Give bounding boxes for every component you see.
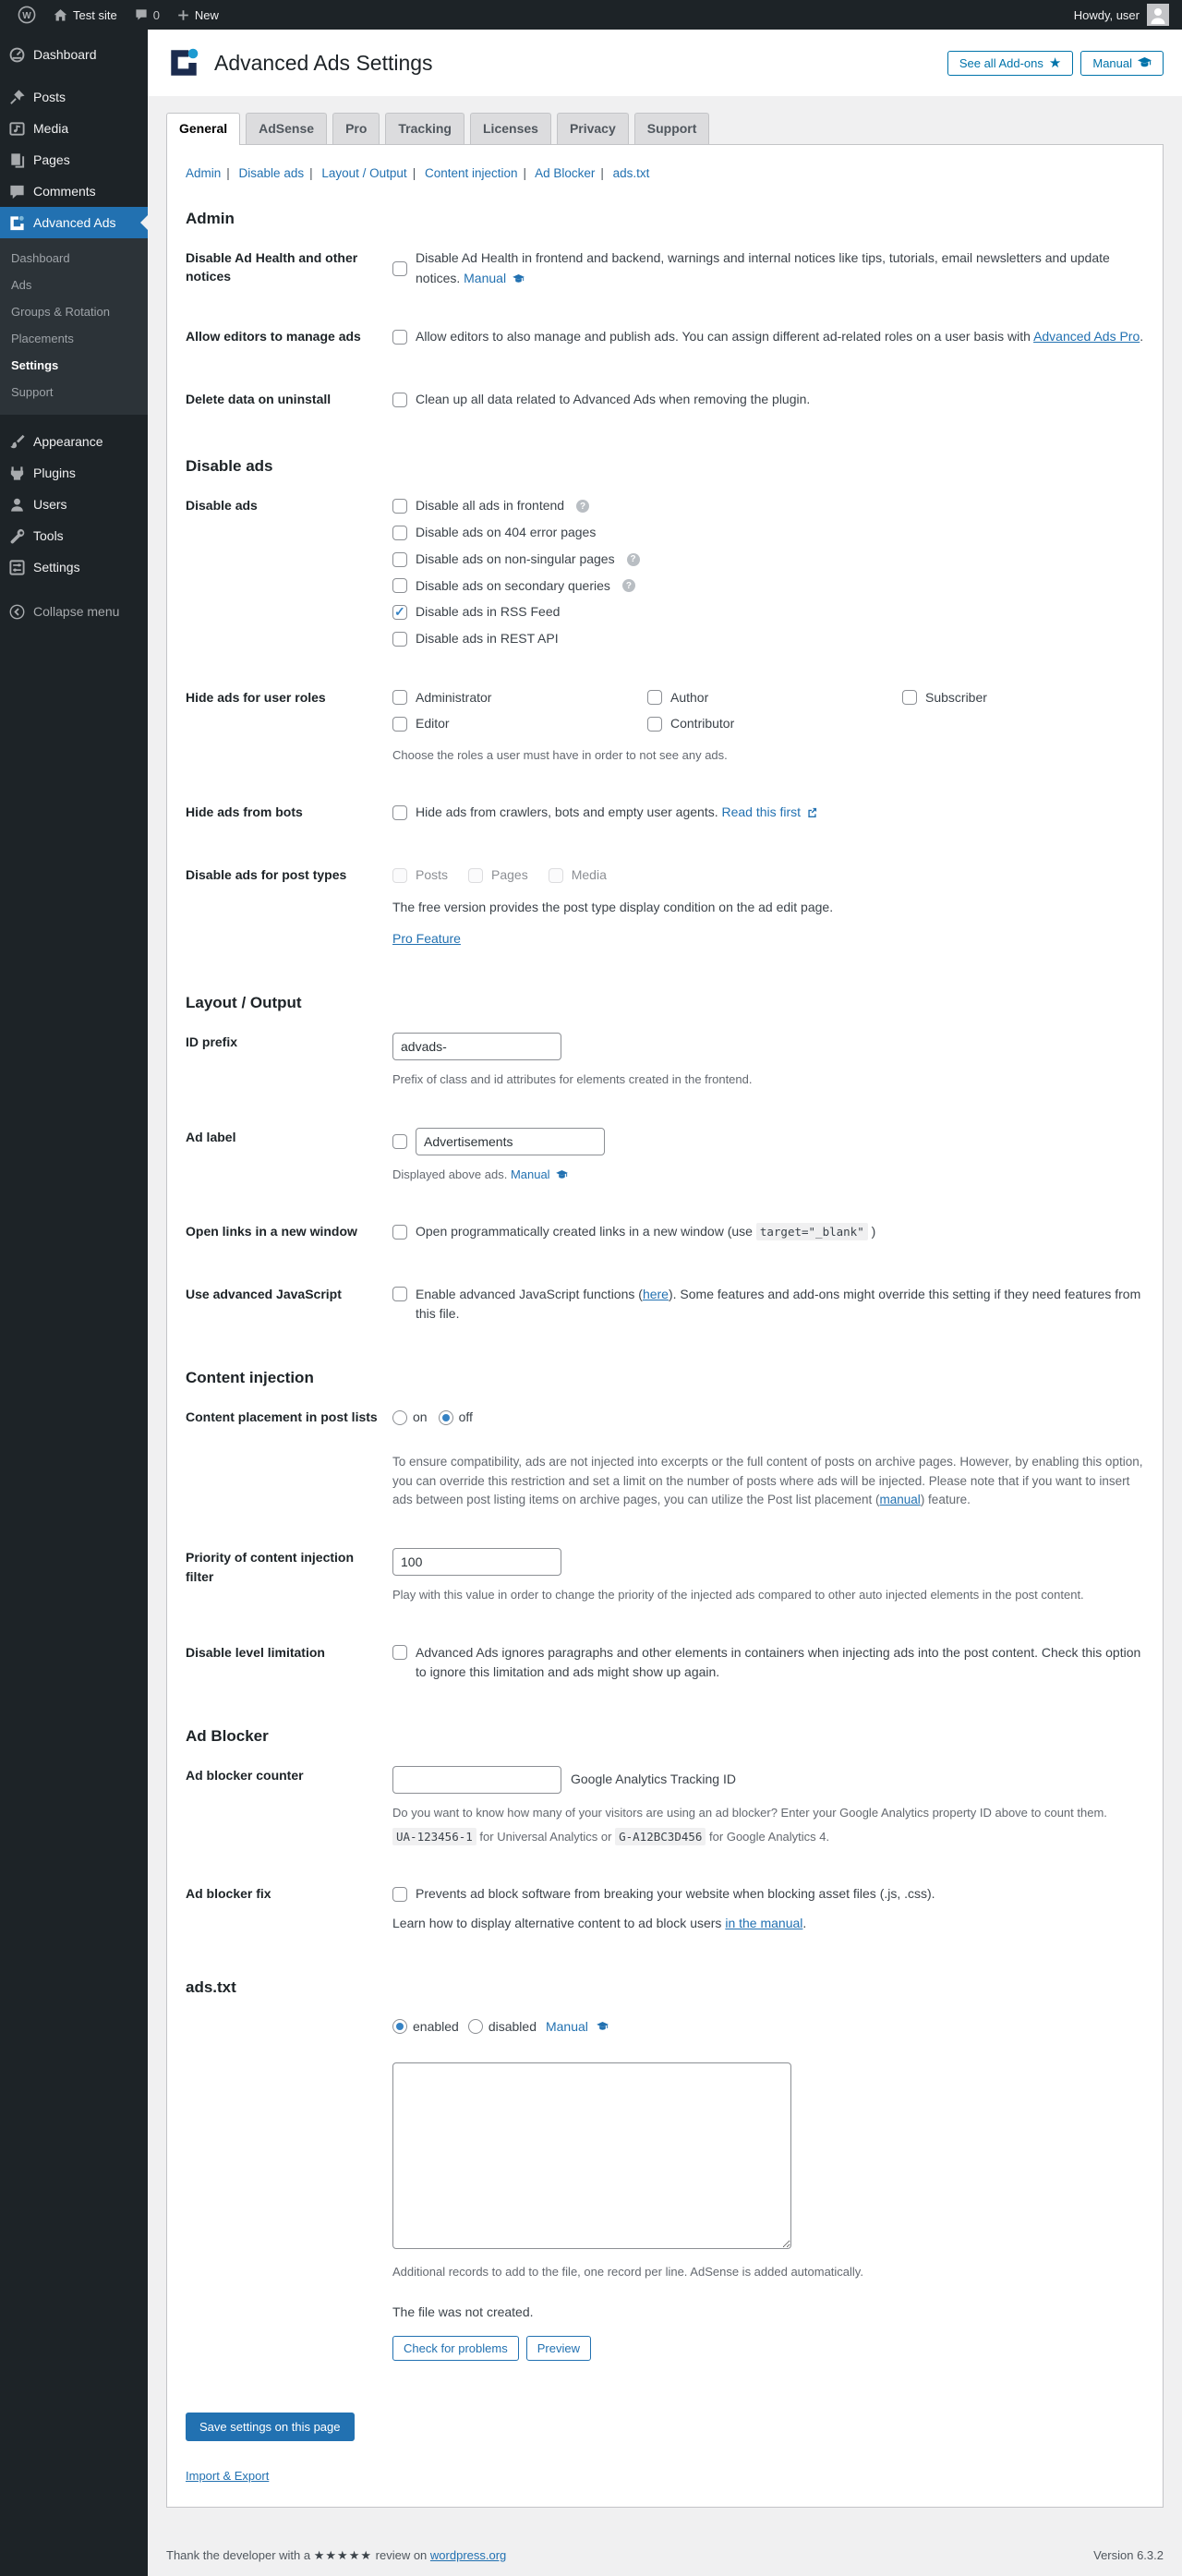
row-label: Disable ads for post types: [186, 866, 347, 882]
ga4-code-example: G-A12BC3D456: [615, 1828, 706, 1845]
tab-general[interactable]: General: [166, 113, 240, 145]
preview-button[interactable]: Preview: [526, 2336, 591, 2361]
section-heading-layout: Layout / Output: [186, 994, 302, 1012]
media-icon: [7, 119, 26, 138]
disable-all-ads-checkbox[interactable]: [392, 499, 407, 514]
submenu-item-support[interactable]: Support: [11, 385, 54, 399]
row-ad-blocker-fix: [186, 1866, 1144, 1953]
sidebar-item-appearance[interactable]: [0, 426, 148, 457]
help-icon[interactable]: ?: [576, 500, 589, 513]
placement-on-radio[interactable]: [392, 1410, 407, 1425]
advanced-ads-pro-link[interactable]: Advanced Ads Pro: [1033, 329, 1140, 345]
row-ad-label: [186, 1109, 1144, 1204]
ad-label-input[interactable]: [416, 1128, 605, 1155]
placement-off-label: off: [458, 1409, 473, 1424]
uninstall-text: Clean up all data related to Advanced Ads when removing the plugin.: [416, 391, 811, 406]
disable-rest-api-checkbox[interactable]: [392, 632, 407, 647]
option-label: Disable all ads in frontend: [416, 498, 565, 514]
ads-txt-enabled-radio[interactable]: [392, 2019, 407, 2034]
sidebar-label-media: Media: [33, 121, 69, 136]
post-type-label: Media: [571, 866, 607, 882]
role-administrator-checkbox[interactable]: [392, 690, 407, 705]
tab-adsense[interactable]: AdSense: [246, 113, 327, 144]
page-header: [148, 30, 1182, 96]
plus-icon: [176, 8, 190, 22]
advanced-js-checkbox[interactable]: [392, 1287, 407, 1301]
manual-button-label: Manual: [1092, 55, 1132, 70]
editors-after: .: [1140, 329, 1144, 345]
help-icon[interactable]: ?: [627, 553, 640, 566]
sidebar-item-pages[interactable]: [0, 144, 148, 175]
sidebar-label-pages: Pages: [33, 152, 70, 167]
sidebar-label-plugins: Plugins: [33, 466, 76, 480]
row-disable-ad-health: [186, 230, 1144, 308]
row-hide-ads-from-bots: [186, 784, 1144, 847]
post-type-label: Pages: [491, 866, 528, 882]
section-heading-ad-blocker: Ad Blocker: [186, 1727, 269, 1746]
separator: |: [309, 166, 313, 180]
disable-rss-checkbox[interactable]: [392, 605, 407, 620]
allow-editors-checkbox[interactable]: [392, 330, 407, 345]
row-label: Disable ads: [186, 498, 258, 514]
ads-txt-manual-link[interactable]: Manual: [545, 2018, 588, 2034]
settings-panel: [166, 144, 1164, 2508]
row-label: [186, 2017, 392, 2041]
menu-separator: [0, 415, 148, 426]
settings-tabs: [166, 113, 1182, 144]
role-label: Author: [670, 689, 709, 705]
row-label: Content placement in post lists: [186, 1409, 378, 1424]
section-heading-admin: Admin: [186, 210, 235, 227]
see-all-addons-label: See all Add-ons: [959, 55, 1043, 70]
placement-off-radio[interactable]: [439, 1410, 453, 1425]
placement-after: ) feature.: [920, 1492, 971, 1506]
new-window-text: Open programmatically created links in a new window (use: [416, 1224, 753, 1240]
jump-link-content-injection[interactable]: Content injection: [424, 166, 518, 180]
row-label: Ad label: [186, 1129, 236, 1144]
section-heading-disable-ads: Disable ads: [186, 457, 273, 476]
avatar: [1147, 4, 1169, 26]
role-author-checkbox[interactable]: [647, 690, 662, 705]
dashboard-icon: [7, 45, 26, 64]
graduation-cap-icon: [556, 1170, 568, 1180]
section-heading-content-injection: Content injection: [186, 1368, 314, 1386]
star-icon: ★: [1048, 54, 1062, 71]
sidebar-label-tools: Tools: [33, 528, 64, 543]
settings-icon: [7, 558, 26, 576]
tab-support[interactable]: Support: [634, 113, 710, 144]
placement-manual-link[interactable]: manual: [879, 1492, 921, 1506]
post-types-text: The free version provides the post type display condition on the ad edit page.: [392, 899, 834, 914]
disable-secondary-queries-checkbox[interactable]: [392, 578, 407, 593]
graduation-cap-icon: [597, 2022, 609, 2032]
ad-health-text: Disable Ad Health in frontend and backend, warnings and internal notices like tips, tutorials, email newsletters and update notices.: [416, 250, 1110, 285]
submenu-item-dashboard[interactable]: Dashboard: [11, 251, 70, 265]
submenu-item-groups[interactable]: Groups & Rotation: [11, 305, 110, 319]
row-disable-level-limitation: [186, 1625, 1144, 1703]
user-silhouette-icon: [1147, 4, 1169, 26]
pushpin-icon: [7, 88, 26, 106]
row-label: Open links in a new window: [186, 1224, 357, 1240]
admin-footer: [148, 2530, 1182, 2576]
comment-bubble-icon: [134, 7, 149, 22]
post-type-label: Posts: [416, 866, 449, 882]
plugin-icon: [7, 464, 26, 482]
site-name-menu[interactable]: [44, 0, 126, 30]
role-label: Administrator: [416, 689, 492, 705]
advanced-ads-icon: [7, 213, 26, 232]
row-label: Hide ads from bots: [186, 804, 303, 820]
sidebar-label-users: Users: [33, 497, 67, 512]
row-ads-txt-toggle: [186, 1999, 1144, 2050]
graduation-cap-icon: [1138, 57, 1152, 69]
svg-text:W: W: [22, 11, 31, 21]
pro-feature-link[interactable]: Pro Feature: [392, 931, 461, 947]
jump-link-admin[interactable]: Admin: [186, 166, 222, 180]
sidebar-item-advanced-ads[interactable]: [0, 207, 148, 238]
jump-link-layout[interactable]: Layout / Output: [321, 166, 407, 180]
row-content-placement: [186, 1389, 1144, 1530]
sidebar-label-dashboard: Dashboard: [33, 47, 97, 62]
fix-after: .: [802, 1915, 807, 1930]
advanced-js-text: Enable advanced JavaScript functions (: [416, 1286, 643, 1301]
sidebar-item-tools[interactable]: [0, 520, 148, 551]
sidebar-item-posts[interactable]: [0, 81, 148, 113]
sidebar-item-media[interactable]: [0, 113, 148, 144]
jump-link-ad-blocker[interactable]: Ad Blocker: [535, 166, 596, 180]
sidebar-item-settings[interactable]: [0, 551, 148, 583]
ads-txt-disabled-radio[interactable]: [468, 2019, 483, 2034]
pages-icon: [7, 151, 26, 169]
admin-bar: [0, 0, 1182, 30]
read-this-first-link[interactable]: Read this first: [721, 804, 802, 820]
sidebar-label-advanced-ads: Advanced Ads: [33, 215, 116, 230]
sidebar-label-posts: Posts: [33, 90, 66, 104]
menu-separator: [0, 70, 148, 81]
version-text: Version 6.3.2: [1093, 2548, 1164, 2563]
row-ads-txt-content: [186, 2050, 1144, 2381]
row-delete-data: [186, 371, 1144, 434]
submenu-item-settings[interactable]: Settings: [11, 358, 59, 372]
tab-tracking[interactable]: Tracking: [385, 113, 464, 144]
row-label: Delete data on uninstall: [186, 391, 332, 406]
row-label: Use advanced JavaScript: [186, 1286, 342, 1301]
role-editor-checkbox[interactable]: [392, 717, 407, 732]
hide-from-bots-checkbox[interactable]: [392, 805, 407, 820]
disable-non-singular-checkbox[interactable]: [392, 552, 407, 567]
row-label: Hide ads for user roles: [186, 689, 326, 705]
row-id-prefix: [186, 1014, 1144, 1109]
tab-pro[interactable]: Pro: [332, 113, 380, 144]
paintbrush-icon: [7, 432, 26, 451]
new-content-menu[interactable]: [168, 0, 227, 30]
priority-description: Play with this value in order to change the priority of the injected ads compared to other auto injected elements in the post content.: [392, 1588, 1084, 1602]
id-prefix-input[interactable]: [392, 1033, 561, 1060]
role-label: Subscriber: [925, 689, 987, 705]
bots-text: Hide ads from crawlers, bots and empty user agents.: [416, 804, 718, 820]
row-open-links-new-window: [186, 1203, 1144, 1266]
footer-review-text: review on: [375, 2547, 428, 2562]
open-new-window-checkbox[interactable]: [392, 1225, 407, 1240]
ad-blocker-fix-checkbox[interactable]: [392, 1887, 407, 1902]
role-subscriber-checkbox[interactable]: [902, 690, 917, 705]
role-label: Editor: [416, 716, 450, 732]
section-jump-links: [186, 154, 1144, 186]
ad-label-manual-link[interactable]: Manual: [510, 1167, 550, 1181]
post-type-posts-checkbox: [392, 868, 407, 883]
wordpress-org-link[interactable]: wordpress.org: [429, 2547, 507, 2562]
ad-health-manual-link[interactable]: Manual: [464, 270, 507, 285]
row-label: Ad blocker counter: [186, 1768, 304, 1784]
sidebar-item-plugins[interactable]: [0, 457, 148, 489]
row-label: Ad blocker fix: [186, 1886, 271, 1902]
advanced-ads-submenu: [0, 238, 148, 415]
admin-sidebar: [0, 30, 148, 2576]
submenu-item-placements[interactable]: Placements: [11, 332, 74, 345]
footer-thanks-text: Thank the developer with a: [166, 2547, 311, 2562]
disable-ad-health-checkbox[interactable]: [392, 261, 407, 276]
counter-mid-text: for Universal Analytics or: [479, 1829, 612, 1844]
priority-input[interactable]: [392, 1548, 561, 1576]
site-name: Test site: [73, 7, 117, 22]
ad-label-checkbox[interactable]: [392, 1134, 407, 1149]
disable-404-checkbox[interactable]: [392, 526, 407, 540]
advanced-js-here-link[interactable]: here: [642, 1286, 669, 1301]
section-heading-ads-txt: ads.txt: [186, 1977, 236, 1996]
ga-tracking-id-input[interactable]: [392, 1766, 561, 1794]
role-contributor-checkbox[interactable]: [647, 717, 662, 732]
sidebar-label-settings: Settings: [33, 560, 80, 574]
page-title: Advanced Ads Settings: [214, 50, 433, 75]
target-blank-code: target="_blank": [756, 1223, 868, 1240]
collapse-arrow-icon: [7, 602, 26, 621]
row-hide-ads-user-roles: [186, 670, 1144, 785]
row-label: Disable Ad Health and other notices: [186, 250, 358, 284]
submenu-item-ads[interactable]: Ads: [11, 278, 32, 292]
sidebar-label-comments: Comments: [33, 184, 96, 199]
account-menu[interactable]: [1074, 4, 1173, 26]
sidebar-item-users[interactable]: [0, 489, 148, 520]
row-allow-editors: [186, 308, 1144, 371]
editors-text: Allow editors to also manage and publish ads. You can assign different ad-related roles on a user basis with: [416, 329, 1031, 345]
tab-privacy[interactable]: Privacy: [557, 113, 629, 144]
separator: |: [523, 166, 527, 180]
user-icon: [7, 495, 26, 514]
row-advanced-javascript: [186, 1266, 1144, 1345]
ga-field-label: Google Analytics Tracking ID: [571, 1772, 736, 1787]
in-the-manual-link[interactable]: in the manual: [725, 1915, 803, 1930]
see-all-addons-button[interactable]: [947, 51, 1074, 76]
new-window-after: ): [871, 1224, 876, 1240]
jump-link-disable-ads[interactable]: Disable ads: [238, 166, 305, 180]
ads-txt-textarea[interactable]: [392, 2062, 791, 2249]
post-type-pages-checkbox: [468, 868, 483, 883]
role-label: Contributor: [670, 716, 735, 732]
row-disable-ads: [186, 478, 1144, 669]
separator: |: [226, 166, 230, 180]
collapse-menu-label: Collapse menu: [33, 604, 120, 619]
placement-on-label: on: [413, 1409, 428, 1424]
delete-data-checkbox[interactable]: [392, 393, 407, 407]
separator: |: [600, 166, 604, 180]
graduation-cap-icon: [513, 274, 525, 284]
new-label: New: [194, 7, 219, 22]
home-icon: [53, 7, 68, 23]
id-prefix-description: Prefix of class and id attributes for elements created in the frontend.: [392, 1072, 753, 1087]
wordpress-logo-menu[interactable]: [9, 0, 44, 30]
sidebar-item-dashboard[interactable]: [0, 39, 148, 70]
post-type-media-checkbox: [549, 868, 563, 883]
jump-link-ads-txt[interactable]: ads.txt: [612, 166, 650, 180]
wordpress-logo-icon: [18, 6, 36, 24]
separator: |: [412, 166, 416, 180]
row-label: Allow editors to manage ads: [186, 329, 361, 345]
import-export-link[interactable]: Import & Export: [186, 2468, 270, 2483]
ads-txt-enabled-label: enabled: [413, 2018, 459, 2034]
row-label: Priority of content injection filter: [186, 1550, 355, 1584]
five-stars: ★★★★★: [313, 2547, 373, 2562]
check-for-problems-button[interactable]: Check for problems: [392, 2336, 519, 2361]
external-link-icon: [807, 807, 817, 817]
row-ad-blocker-counter: [186, 1748, 1144, 1866]
wrench-icon: [7, 526, 26, 545]
advanced-js-after: ). Some features and add-ons might override this setting if they need features from this file.: [416, 1286, 1141, 1322]
user-roles-note: Choose the roles a user must have in order to not see any ads.: [392, 747, 728, 762]
help-icon[interactable]: ?: [622, 579, 635, 592]
level-limitation-checkbox[interactable]: [392, 1645, 407, 1660]
advanced-ads-logo: [166, 45, 201, 80]
manual-button[interactable]: [1080, 51, 1164, 76]
row-label: Disable level limitation: [186, 1644, 325, 1660]
counter-description: Do you want to know how many of your visitors are using an ad blocker? Enter your Google Analytics property ID above to count them.: [392, 1806, 1107, 1820]
sidebar-item-comments[interactable]: [0, 175, 148, 207]
row-disable-ads-post-types: [186, 847, 1144, 970]
row-priority: [186, 1530, 1144, 1625]
tab-licenses[interactable]: Licenses: [470, 113, 551, 144]
comments-icon: [7, 182, 26, 200]
option-label: Disable ads on secondary queries: [416, 577, 610, 593]
row-label: ID prefix: [186, 1034, 238, 1050]
ua-code-example: UA-123456-1: [392, 1828, 476, 1845]
option-label: Disable ads on 404 error pages: [416, 525, 597, 540]
fix-line2: Learn how to display alternative content to ad block users: [392, 1915, 722, 1930]
option-label: Disable ads in RSS Feed: [416, 604, 561, 620]
option-label: Disable ads on non-singular pages: [416, 550, 615, 566]
level-limitation-text: Advanced Ads ignores paragraphs and other elements in containers when injecting ads into the post content. Check this option to ignore this limitation and ads might show up again.: [416, 1644, 1141, 1680]
placement-text: To ensure compatibility, ads are not injected into excerpts or the full content of posts on archive pages. However, by enabling this option, you can override this restriction and set a limit on the number of posts where ads will be injected. Please note that if you want to insert ads between post listing items on archive pages, you can utilize the Post list placement (: [392, 1455, 1143, 1506]
save-settings-button[interactable]: Save settings on this page: [186, 2413, 355, 2441]
comment-count: 0: [152, 7, 160, 22]
howdy-text: Howdy, user: [1073, 7, 1140, 22]
comments-menu[interactable]: [126, 0, 168, 30]
fix-text: Prevents ad block software from breaking your website when blocking asset files (.js, .css).: [416, 1886, 935, 1902]
ads-txt-status: The file was not created.: [392, 2304, 534, 2320]
counter-end-text: for Google Analytics 4.: [709, 1829, 830, 1844]
ads-txt-disabled-label: disabled: [488, 2018, 537, 2034]
ads-txt-description: Additional records to add to the file, one record per line. AdSense is added automatically.: [392, 2264, 863, 2279]
row-label: [186, 2062, 392, 2361]
ad-label-description: Displayed above ads.: [392, 1167, 508, 1181]
option-label: Disable ads in REST API: [416, 630, 559, 646]
sidebar-label-appearance: Appearance: [33, 434, 103, 449]
collapse-menu-button[interactable]: [0, 596, 148, 627]
